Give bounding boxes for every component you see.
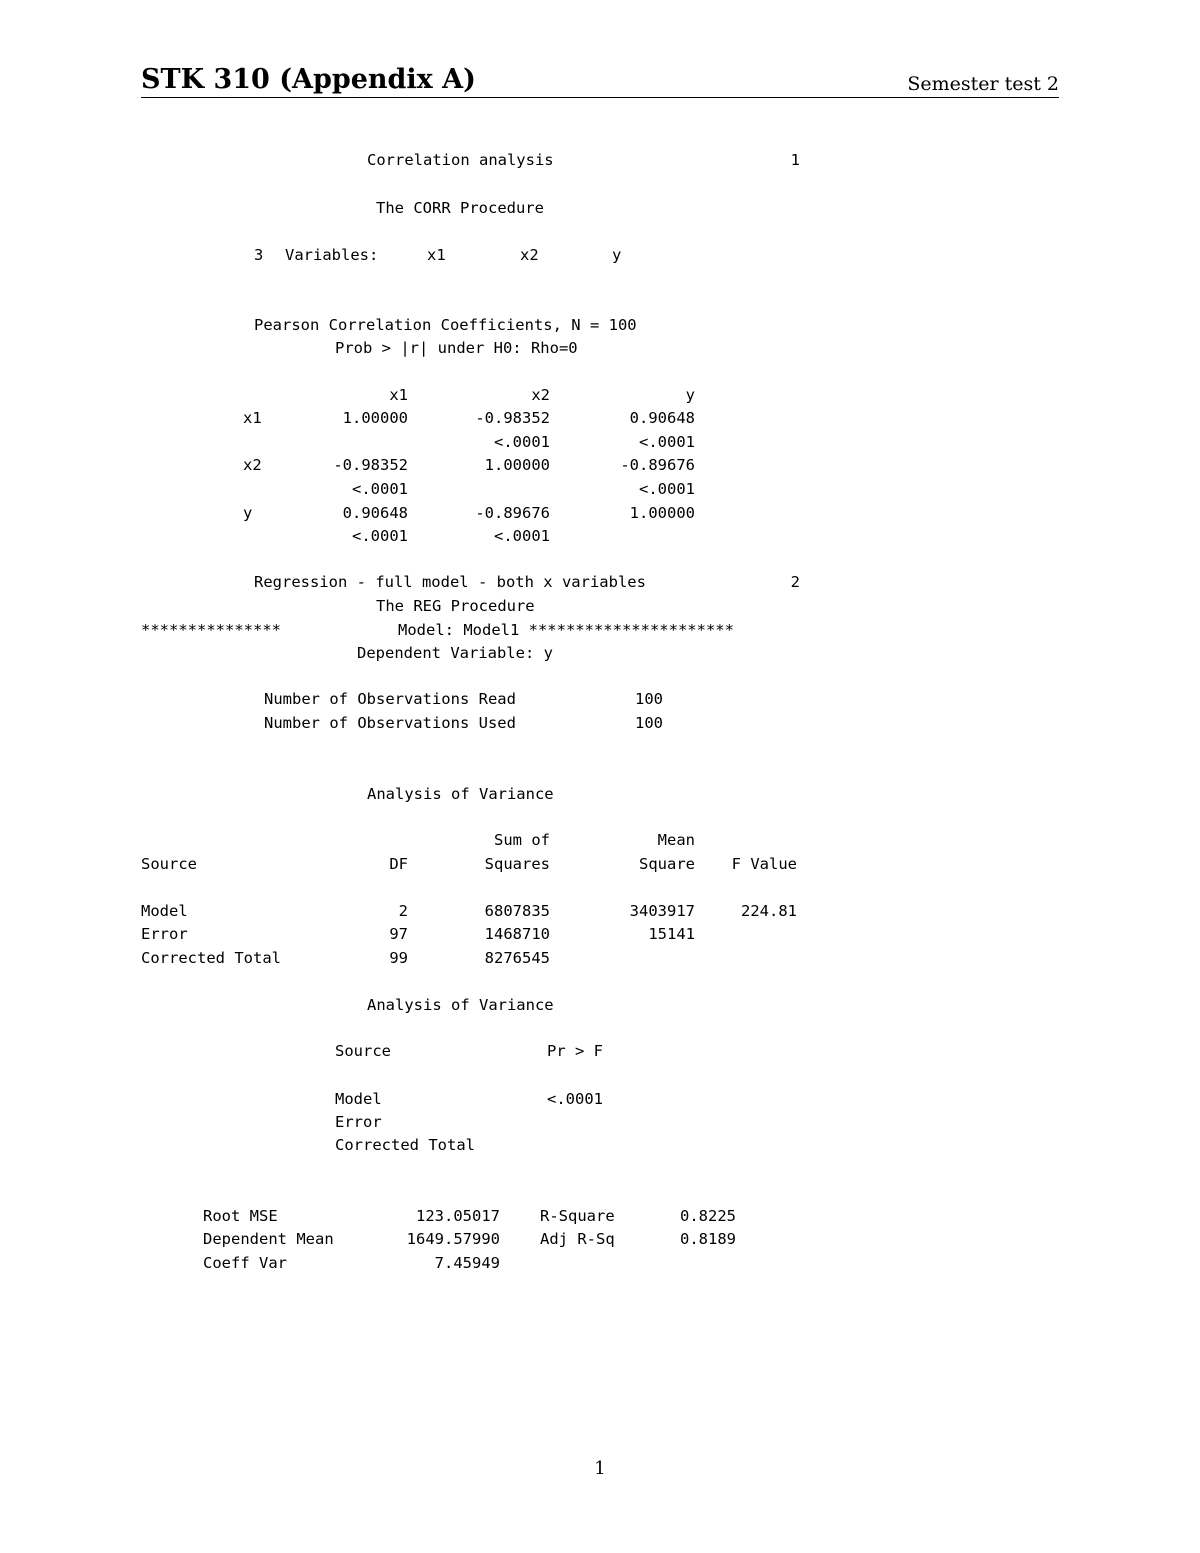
variable-x2: x2 bbox=[520, 246, 539, 264]
anova-head-ms-top: Mean bbox=[657, 831, 695, 849]
prob-title: Prob > |r| under H0: Rho=0 bbox=[335, 339, 578, 357]
anova-title: Analysis of Variance bbox=[367, 785, 554, 803]
anova-row-ms: 15141 bbox=[648, 925, 695, 943]
fit-label2: R-Square bbox=[540, 1207, 615, 1225]
test-title: Semester test 2 bbox=[907, 73, 1059, 95]
matrix-p-value: <.0001 bbox=[494, 527, 550, 545]
model-line: Model: Model1 ********************** bbox=[398, 621, 734, 639]
dependent-variable: Dependent Variable: y bbox=[357, 644, 553, 662]
anova-row-ss: 8276545 bbox=[484, 949, 550, 967]
header-rule bbox=[141, 97, 1059, 98]
anova-head-df: DF bbox=[389, 855, 408, 873]
variable-y: y bbox=[612, 246, 622, 264]
matrix-r-value: 0.90648 bbox=[629, 409, 695, 427]
anova-row-df: 97 bbox=[389, 925, 408, 943]
anova2-title: Analysis of Variance bbox=[367, 996, 554, 1014]
anova-row-source: Corrected Total bbox=[141, 949, 281, 967]
corr-procedure: The CORR Procedure bbox=[376, 199, 544, 217]
anova-head-source: Source bbox=[141, 855, 197, 873]
anova-row-ss: 6807835 bbox=[484, 902, 550, 920]
fit-value2: 0.8225 bbox=[680, 1207, 736, 1225]
matrix-r-value: -0.89676 bbox=[620, 456, 695, 474]
anova-head-ss: Squares bbox=[484, 855, 550, 873]
anova-head-ms: Square bbox=[639, 855, 695, 873]
fit-value: 7.45949 bbox=[434, 1254, 500, 1272]
matrix-r-value: -0.98352 bbox=[475, 409, 550, 427]
matrix-p-value: <.0001 bbox=[352, 480, 408, 498]
anova2-row-source: Error bbox=[335, 1113, 382, 1131]
course-title: STK 310 (Appendix A) bbox=[141, 64, 476, 95]
matrix-p-value: <.0001 bbox=[352, 527, 408, 545]
matrix-row-label: x1 bbox=[243, 409, 262, 427]
fit-value: 123.05017 bbox=[416, 1207, 500, 1225]
matrix-row-label: y bbox=[243, 504, 253, 522]
matrix-col-header: x2 bbox=[531, 386, 550, 404]
matrix-r-value: 0.90648 bbox=[342, 504, 408, 522]
fit-value: 1649.57990 bbox=[406, 1230, 500, 1248]
matrix-col-header: y bbox=[685, 386, 695, 404]
anova-row-source: Error bbox=[141, 925, 188, 943]
matrix-p-value: <.0001 bbox=[639, 433, 695, 451]
obs-used-value: 100 bbox=[635, 714, 663, 732]
variables-label: Variables: bbox=[285, 246, 379, 264]
matrix-r-value: -0.98352 bbox=[333, 456, 408, 474]
anova-row-ms: 3403917 bbox=[629, 902, 695, 920]
anova-row-df: 99 bbox=[389, 949, 408, 967]
page-number: 1 bbox=[594, 1458, 606, 1479]
matrix-r-value: 1.00000 bbox=[342, 409, 408, 427]
fit-value2: 0.8189 bbox=[680, 1230, 736, 1248]
anova2-row-source: Model bbox=[335, 1090, 382, 1108]
anova2-row-source: Corrected Total bbox=[335, 1136, 475, 1154]
fit-label2: Adj R-Sq bbox=[540, 1230, 615, 1248]
matrix-col-header: x1 bbox=[389, 386, 408, 404]
corr-page-number: 1 bbox=[790, 151, 800, 169]
anova-row-source: Model bbox=[141, 902, 188, 920]
reg-page-number: 2 bbox=[790, 573, 800, 591]
reg-title: Regression - full model - both x variables bbox=[254, 573, 646, 591]
fit-label: Dependent Mean bbox=[203, 1230, 334, 1248]
anova-head-ss-top: Sum of bbox=[494, 831, 550, 849]
anova2-head-p: Pr > F bbox=[547, 1042, 603, 1060]
anova-row-df: 2 bbox=[398, 902, 408, 920]
pearson-title: Pearson Correlation Coefficients, N = 100 bbox=[254, 316, 637, 334]
obs-used-label: Number of Observations Used bbox=[264, 714, 516, 732]
obs-read-label: Number of Observations Read bbox=[264, 690, 516, 708]
matrix-r-value: -0.89676 bbox=[475, 504, 550, 522]
matrix-r-value: 1.00000 bbox=[629, 504, 695, 522]
variable-x1: x1 bbox=[427, 246, 446, 264]
matrix-row-label: x2 bbox=[243, 456, 262, 474]
fit-label: Root MSE bbox=[203, 1207, 278, 1225]
anova-row-ss: 1468710 bbox=[484, 925, 550, 943]
corr-title: Correlation analysis bbox=[367, 151, 554, 169]
stars-left: *************** bbox=[141, 621, 281, 639]
anova2-row-p: <.0001 bbox=[547, 1090, 603, 1108]
matrix-p-value: <.0001 bbox=[494, 433, 550, 451]
anova-head-f: F Value bbox=[731, 855, 797, 873]
fit-label: Coeff Var bbox=[203, 1254, 287, 1272]
anova2-head-source: Source bbox=[335, 1042, 391, 1060]
variables-count: 3 bbox=[254, 246, 264, 264]
anova-row-f: 224.81 bbox=[741, 902, 797, 920]
matrix-p-value: <.0001 bbox=[639, 480, 695, 498]
reg-procedure: The REG Procedure bbox=[376, 597, 535, 615]
matrix-r-value: 1.00000 bbox=[484, 456, 550, 474]
obs-read-value: 100 bbox=[635, 690, 663, 708]
